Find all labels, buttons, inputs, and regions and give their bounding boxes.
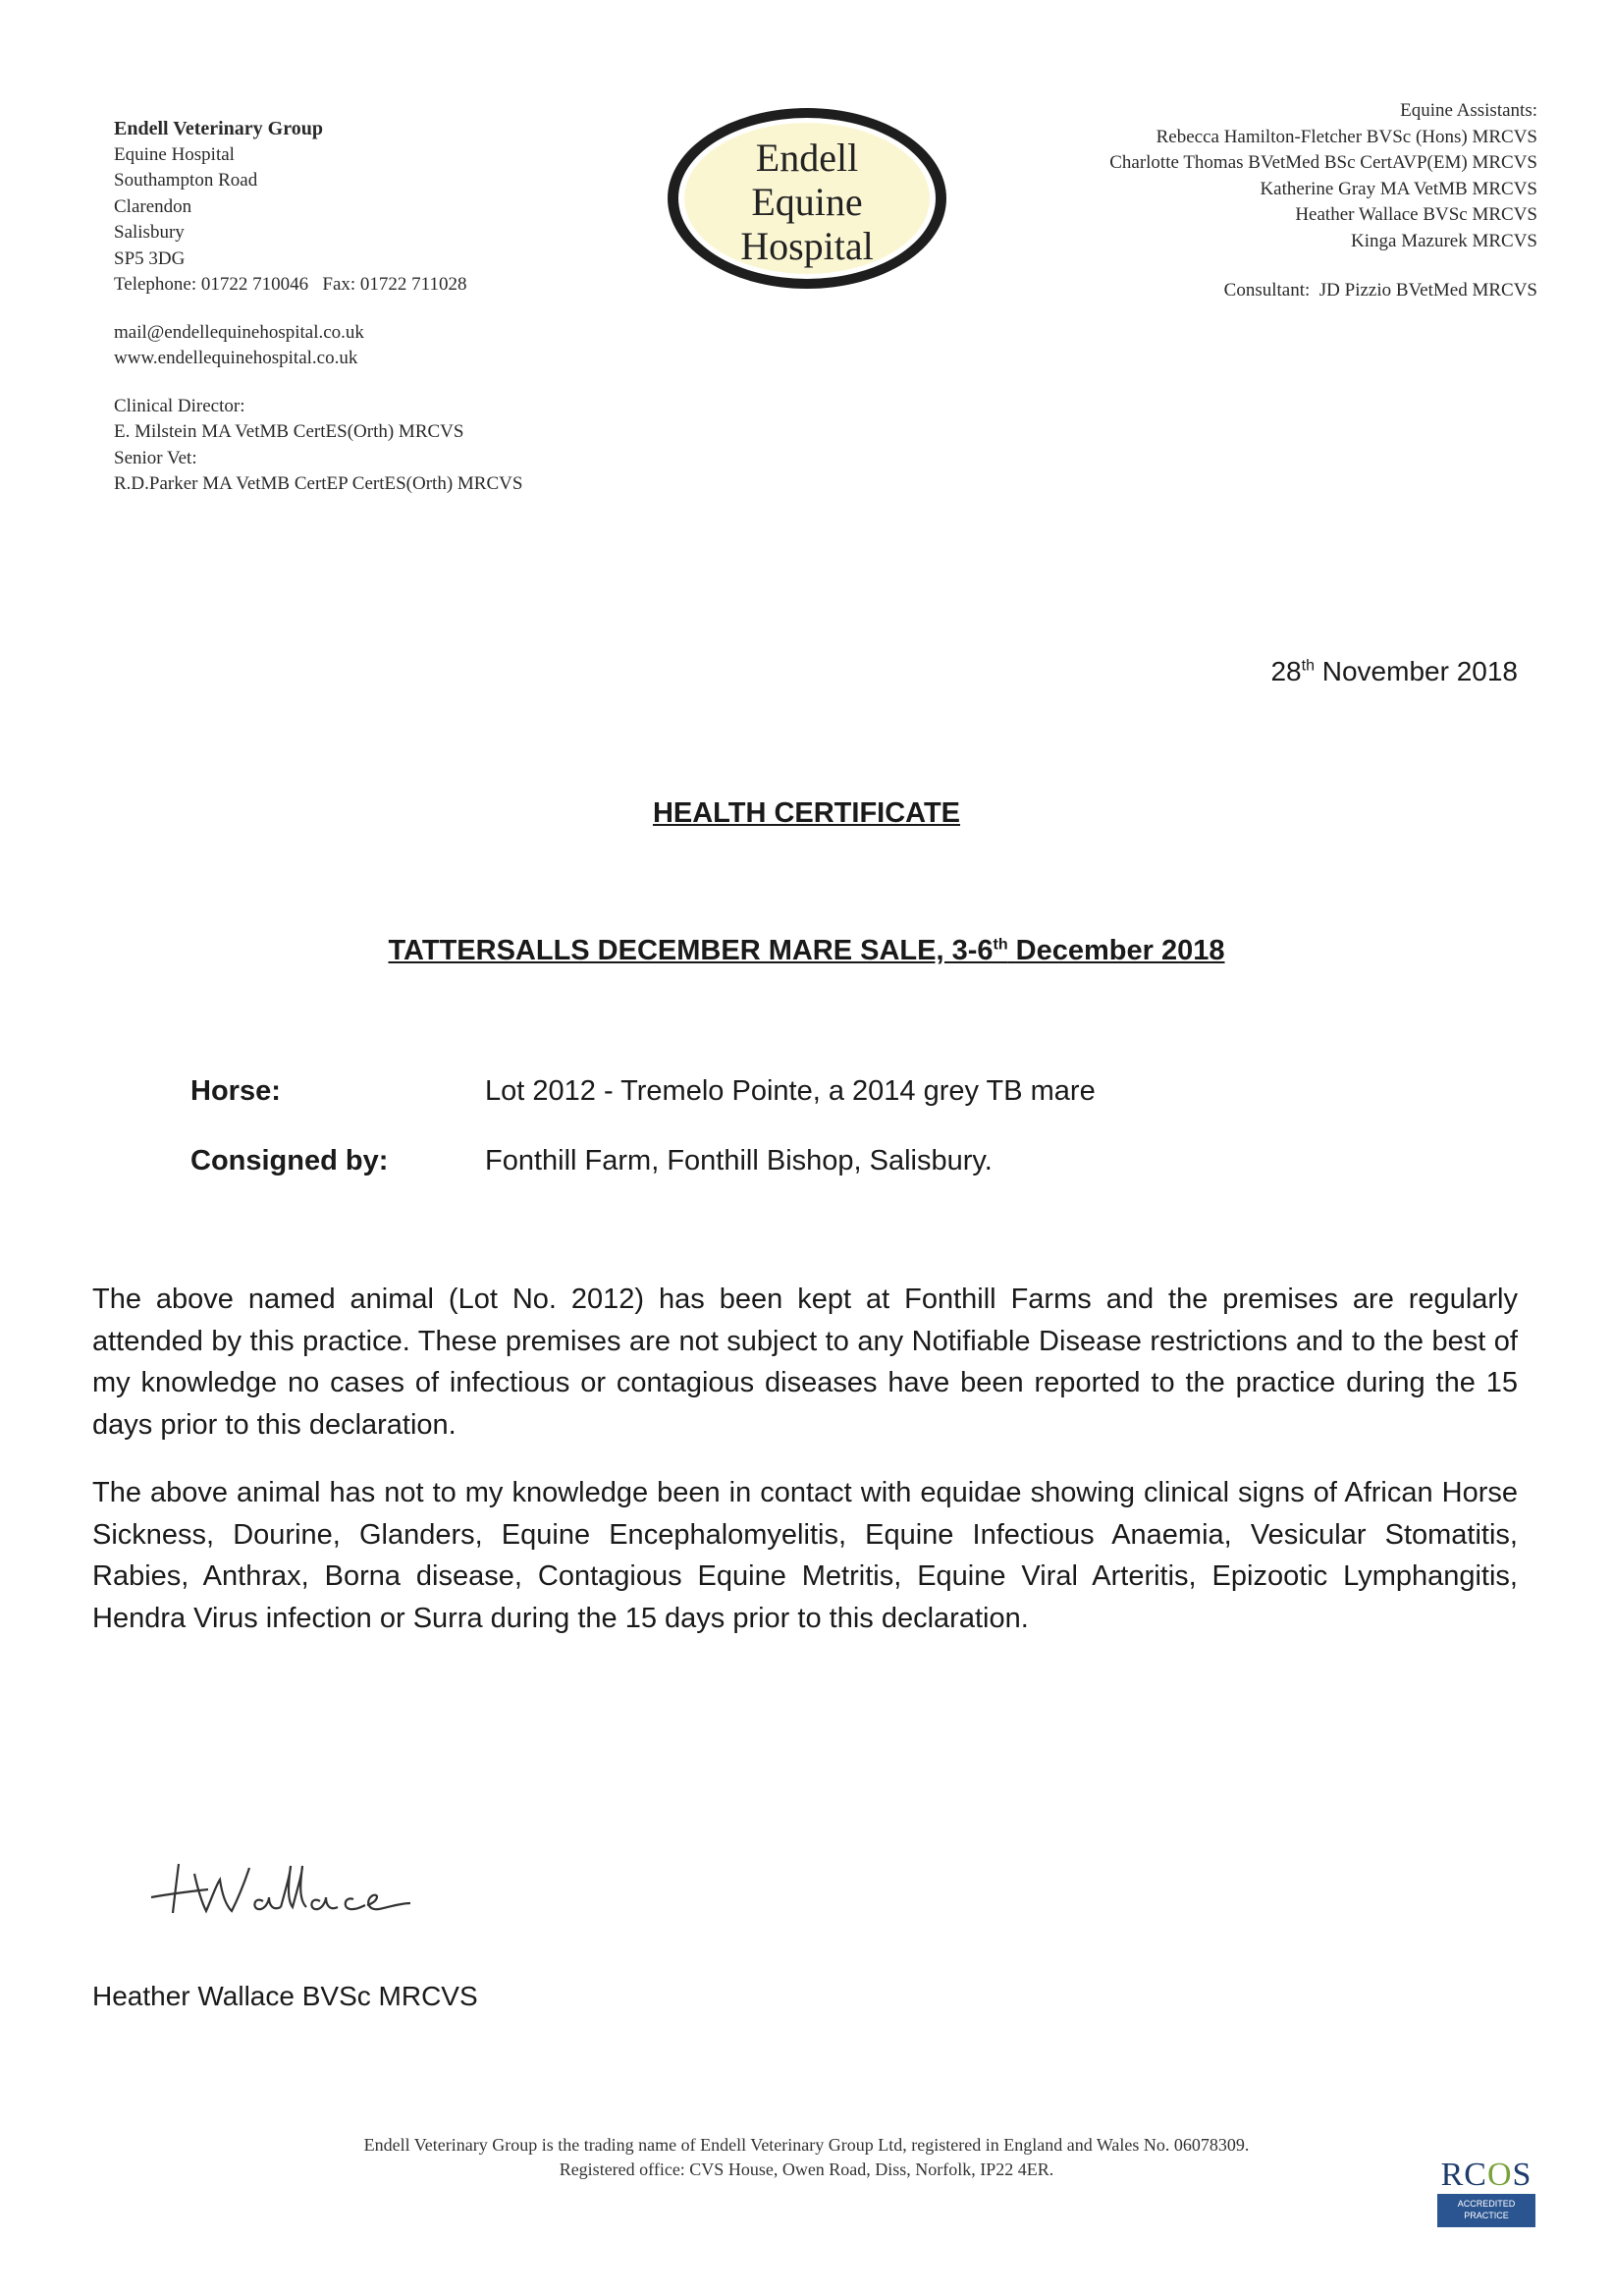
- assistant-name: Katherine Gray MA VetMB MRCVS: [1260, 178, 1537, 199]
- letterhead-right: [1109, 98, 1537, 304]
- rcvs-letter-o: O: [1486, 2157, 1513, 2193]
- website: www.endellequinehospital.co.uk: [114, 348, 358, 368]
- rcvs-sub-1: ACCREDITED: [1457, 2199, 1516, 2209]
- footer: [0, 2133, 1613, 2182]
- letterhead-left: [114, 116, 522, 498]
- sale-title-pre: TATTERSALLS DECEMBER MARE SALE, 3-6: [388, 935, 994, 966]
- certificate-title: HEALTH CERTIFICATE: [652, 797, 961, 829]
- sale-title-post: December 2018: [1007, 935, 1225, 966]
- sale-title-sup: th: [993, 936, 1008, 954]
- declaration-paragraph-2: The above animal has not to my knowledge been in contact with equidae showing clinical signs of African Horse Sickness, Dourine, Glanders, Equine Encephalomyelitis, Equine Infectious Anaemia, Vesicular Stomatitis, Rabies, Anthrax, Borna disease, Contagious Equine Metritis, Equine Viral Arteritis, Epizootic Lymphangitis, Hendra Virus infection or Surra during the 15 days prior to this declaration.: [92, 1477, 1518, 1634]
- assistants-label: Equine Assistants:: [1400, 100, 1537, 121]
- footer-line-2: Registered office: CVS House, Owen Road, Diss, Norfolk, IP22 4ER.: [559, 2159, 1054, 2179]
- address-line: Southampton Road: [114, 170, 258, 191]
- clinical-director-label: Clinical Director:: [114, 395, 245, 416]
- footer-line-1: Endell Veterinary Group is the trading name of Endell Veterinary Group Ltd, registered in England and Wales No. 06078309.: [363, 2135, 1250, 2155]
- address-line: Equine Hospital: [114, 143, 235, 165]
- horse-value: Lot 2012 - Tremelo Pointe, a 2014 grey TB mare: [485, 1075, 1096, 1107]
- assistant-name: Rebecca Hamilton-Fletcher BVSc (Hons) MRCVS: [1156, 126, 1537, 147]
- rcvs-sub-2: PRACTICE: [1464, 2211, 1509, 2220]
- logo-line-1: Endell: [755, 136, 859, 180]
- rcvs-letter-s: S: [1512, 2157, 1532, 2193]
- assistant-name: Kinga Mazurek MRCVS: [1351, 230, 1537, 251]
- signatory-name: Heather Wallace BVSc MRCVS: [92, 1981, 478, 2011]
- handwritten-signature: [143, 1846, 438, 1925]
- senior-vet: R.D.Parker MA VetMB CertEP CertES(Orth) MRCVS: [114, 473, 523, 494]
- rcvs-letters-rc: RC: [1440, 2157, 1487, 2193]
- date-day: 28: [1270, 656, 1302, 686]
- assistant-name: Heather Wallace BVSc MRCVS: [1295, 204, 1537, 225]
- logo-line-3: Hospital: [740, 224, 874, 268]
- letter-date: [1270, 656, 1518, 687]
- date-rest: November 2018: [1314, 656, 1518, 686]
- address-line: Clarendon: [114, 195, 192, 217]
- sale-title: [0, 935, 1613, 967]
- logo-line-2: Equine: [751, 180, 863, 224]
- rcvs-accredited-badge: [1437, 2157, 1535, 2235]
- clinical-director: E. Milstein MA VetMB CertES(Orth) MRCVS: [114, 421, 464, 442]
- senior-vet-label: Senior Vet:: [114, 447, 197, 468]
- address-line: Salisbury: [114, 222, 185, 243]
- consigned-value: Fonthill Farm, Fonthill Bishop, Salisbury.: [485, 1145, 993, 1176]
- horse-field: [190, 1075, 1096, 1108]
- email: mail@endellequinehospital.co.uk: [114, 321, 364, 343]
- horse-label: Horse:: [190, 1075, 281, 1107]
- consultant: Consultant: JD Pizzio BVetMed MRCVS: [1223, 280, 1537, 301]
- assistant-name: Charlotte Thomas BVetMed BSc CertAVP(EM) MRCVS: [1109, 152, 1537, 173]
- org-name: Endell Veterinary Group: [114, 118, 323, 139]
- consigned-label: Consigned by:: [190, 1145, 389, 1176]
- date-suffix: th: [1301, 657, 1315, 675]
- address-line: SP5 3DG: [114, 247, 186, 269]
- declaration-paragraph-1: The above named animal (Lot No. 2012) has been kept at Fonthill Farms and the premises are regularly attended by this practice. These premises are not subject to any Notifiable Disease restrictions and to the best of my knowledge no cases of infectious or contagious diseases have been reported to the practice during the 15 days prior to this declaration.: [92, 1284, 1518, 1441]
- consigned-field: [190, 1145, 993, 1177]
- endell-equine-hospital-logo: [662, 102, 952, 295]
- phone-fax: Telephone: 01722 710046 Fax: 01722 711028: [114, 274, 467, 295]
